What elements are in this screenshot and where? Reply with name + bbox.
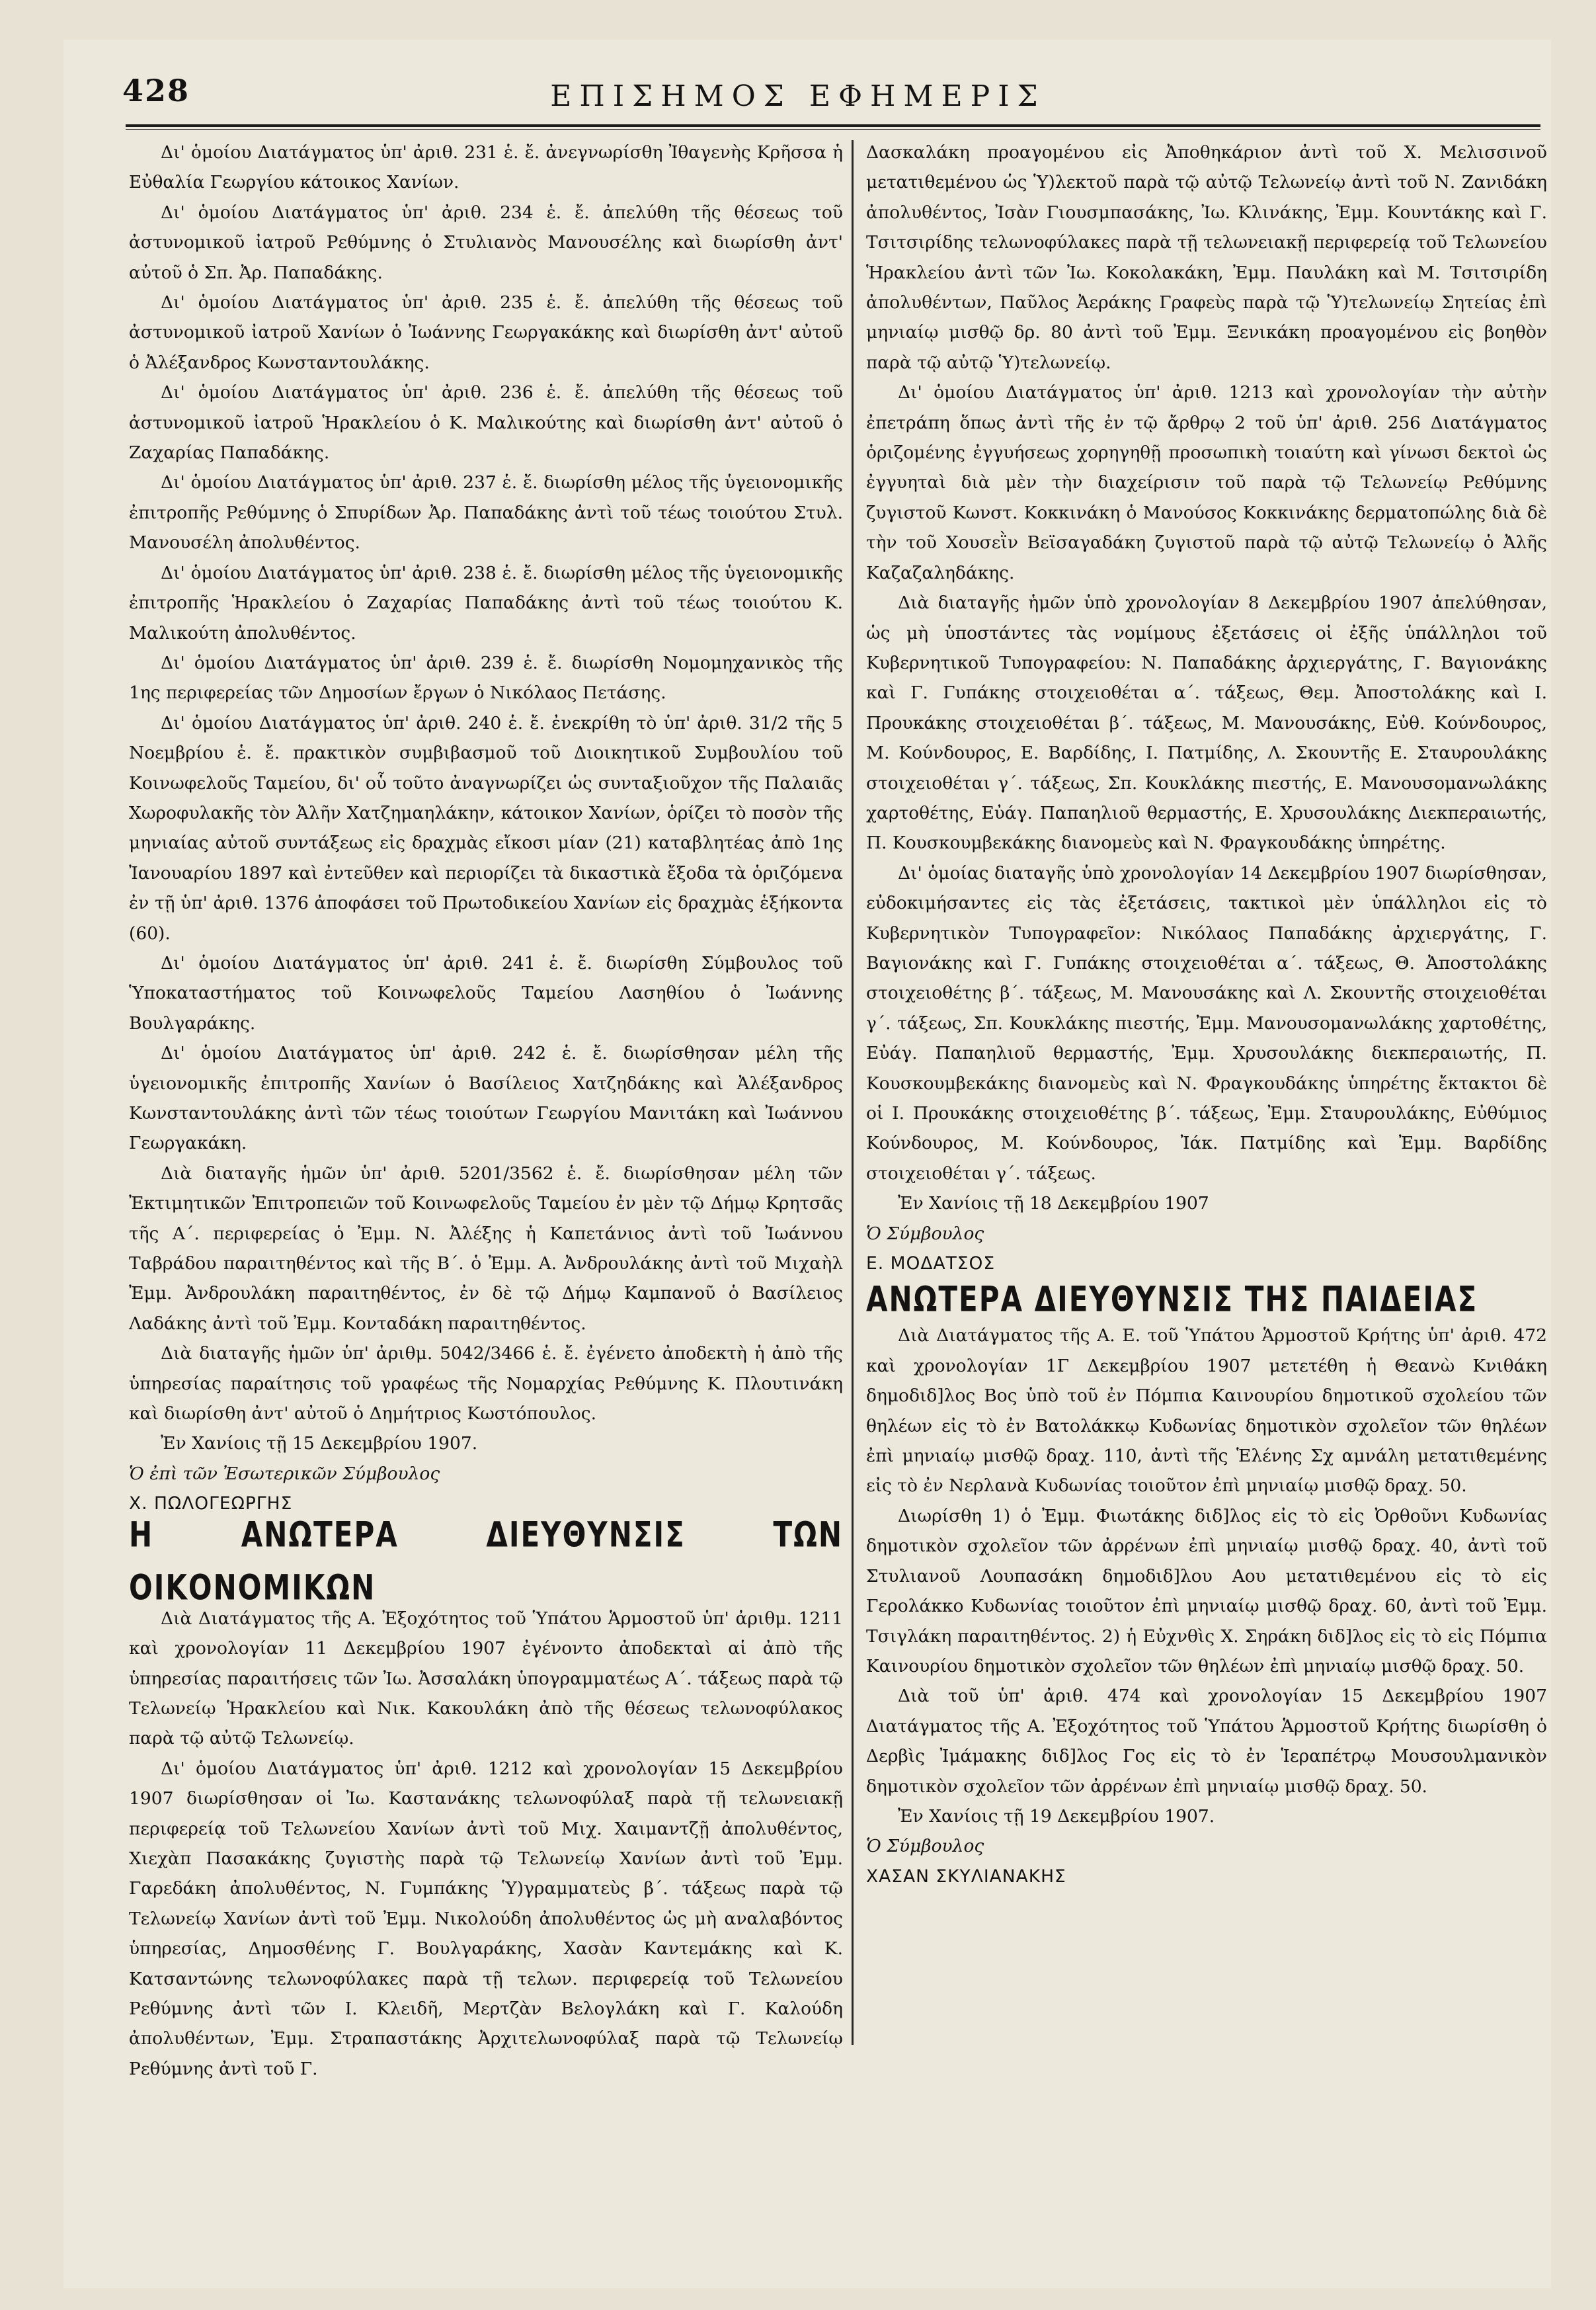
signature-name: Χ. ΠΩΛΟΓΕΩΡΓΗΣ: [129, 1493, 293, 1514]
signature-name: Ε. ΜΟΔΑΤΣΟΣ: [866, 1253, 996, 1274]
paragraph: Δι' ὁμοίου Διατάγματος ὑπ' ἀριθ. 1212 καὶ χρονολογίαν 15 Δεκεμβρίου 1907 διωρίσθησαν οἱ Ἰω. Καστανάκης τελωνοφύλαξ παρὰ τῇ τελωνειακῇ περιφερείᾳ τοῦ Τελωνείου Χανίων ἀντὶ τοῦ Μιχ. Χαιμαντζῇ ἀπολυθέντος, Χιεχὰπ Πασακάκης ζυγιστὴς παρὰ τῷ Τελωνείῳ Χανίων ἀντὶ τοῦ Ἐμμ. Γαρεδάκη ἀπολυθέντος, Ν. Γυμπάκης Ὑ)γραμματεὺς β΄. τάξεως παρὰ τῷ Τελωνείῳ Χανίων ἀντὶ τοῦ Ἐμμ. Νικολούδη ἀπολυθέντος ὡς μὴ αναλαβόντος ὑπηρεσίας, Δημοσθένης Γ. Βουλγαράκης, Χασὰν Καντεμάκης καὶ Κ. Κατσαντώνης τελωνοφύλακες παρὰ τῇ τελων. περιφερείᾳ τοῦ Τελωνείου Ρεθύμνης ἀντὶ τῶν Ι. Κλειδῆ, Μερτζὰν Βελογλάκη καὶ Γ. Καλούδη ἀπολυθέντων, Ἐμμ. Στραπαστάκης Ἀρχιτελωνοφύλαξ παρὰ τῷ Τελωνείῳ Ρεθύμνης ἀντὶ τοῦ Γ.: [129, 1758, 843, 2079]
signature-role: Ὁ ἐπὶ τῶν Ἐσωτερικῶν Σύμβουλος: [129, 1463, 440, 1484]
paragraph: Δι' ὁμοίου Διατάγματος ὑπ' ἀριθ. 242 ἑ. ἔ. διωρίσθησαν μέλη τῆς ὑγειονομικῆς ἐπιτροπῆς Χανίων ὁ Βασίλειος Χατζηδάκης καὶ Ἀλέξανδρος Κωνσταντουλάκης ἀντὶ τῶν τέως τοιούτων Γεωργίου Μανιτάκη καὶ Ἰωάννου Γεωργακάκη.: [129, 1043, 843, 1154]
paragraph: Δασκαλάκη προαγομένου εἰς Ἀποθηκάριον ἀντὶ τοῦ Χ. Μελισσινοῦ μετατιθεμένου ὡς Ὑ)λεκτοῦ παρὰ τῷ αὐτῷ Τελωνείῳ ἀντὶ τοῦ Ν. Ζανιδάκη ἀπολυθέντος, Ἰσὰν Γιουσμπασάκης, Ἰω. Κλινάκης, Ἐμμ. Κουντάκης καὶ Γ. Τσιτσιρίδης τελωνοφύλακες παρὰ τῇ τελωνειακῇ περιφερείᾳ τοῦ Τελωνείου Ἡρακλείου ἀντὶ τῶν Ἰω. Κοκολακάκη, Ἐμμ. Παυλάκη καὶ Μ. Τσιτσιρίδη ἀπολυθέντων, Παῦλος Ἀεράκης Γραφεὺς παρὰ τῷ Ὑ)τελωνείῳ Σητείας ἐπὶ μηνιαίῳ μισθῷ δρ. 80 ἀντὶ τοῦ Ἐμμ. Ξενικάκη προαγομένου εἰς βοηθὸν παρὰ τῷ αὐτῷ Ὑ)τελωνείῳ.: [866, 142, 1547, 373]
paragraph: Διὰ διαταγῆς ἡμῶν ὑπ' ἀριθ. 5201/3562 ἑ. ἔ. διωρίσθησαν μέλη τῶν Ἐκτιμητικῶν Ἐπιτροπειῶν τοῦ Κοινωφελοῦς Ταμείου ἐν μὲν τῷ Δήμῳ Κρητσᾶς τῆς Α΄. περιφερείας ὁ Ἐμμ. Ν. Ἀλέξης ἡ Καπετάνιος ἀντὶ τοῦ Ἰωάννου Ταβράδου παραιτηθέντος καὶ τῆς Β΄. ὁ Ἐμμ. Α. Ἀνδρουλάκης ἀντὶ τοῦ Μιχαὴλ Ἐμμ. Ἀνδρουλάκη παραιτηθέντος, ἐν δὲ τῷ Δήμῳ Καμπανοῦ ὁ Βασίλειος Λαδάκης ἀντὶ τοῦ Ἐμμ. Κονταδάκη παραιτηθέντος.: [129, 1163, 843, 1334]
paragraph: Διὰ διαταγῆς ἡμῶν ὑπὸ χρονολογίαν 8 Δεκεμβρίου 1907 ἀπελύθησαν, ὡς μὴ ὑποστάντες τὰς νομίμους ἐξετάσεις οἱ ἐξῆς ὑπάλληλοι τοῦ Κυβερνητικοῦ Τυπογραφείου: Ν. Παπαδάκης ἀρχιεργάτης, Γ. Βαγιονάκης καὶ Γ. Γυπάκης στοιχειοθέται α΄. τάξεως, Θεμ. Ἀποστολάκης καὶ Ι. Προυκάκης στοιχειοθέται β΄. τάξεως, Μ. Μανουσάκης, Εὐθ. Κούνδουρος, Μ. Κούνδουρος, Ε. Βαρδίδης, Ι. Πατμίδης, Λ. Σκουντῆς Ε. Σταυρουλάκης στοιχειοθέται γ΄. τάξεως, Σπ. Κουκλάκης πιεστής, Ε. Μανουσομανωλάκης χαρτοθέτης, Εὐάγ. Παπαηλιοῦ θερμαστής, Ε. Χρυσουλάκης Διεκπεραιωτής, Π. Κουσκουμβεκάκης διανομεὺς καὶ Ν. Φραγκουδάκης ὑπηρέτης.: [866, 593, 1547, 854]
signature-name: ΧΑΣΑΝ ΣΚΥΛΙΑΝΑΚΗΣ: [866, 1866, 1066, 1887]
paragraph: Δι' ὁμοίου Διατάγματος ὑπ' ἀριθ. 234 ἑ. ἔ. ἀπελύθη τῆς θέσεως τοῦ ἀστυνομικοῦ ἰατροῦ Ρεθύμνης ὁ Στυλιανὸς Μανουσέλης καὶ διωρίσθη ἀντ' αὐτοῦ ὁ Σπ. Ἀρ. Παπαδάκης.: [129, 202, 843, 283]
paragraph: Δι' ὁμοίου Διατάγματος ὑπ' ἀριθ. 237 ἑ. ἔ. διωρίσθη μέλος τῆς ὑγειονομικῆς ἐπιτροπῆς Ρεθύμνης ὁ Σπυρίδων Ἀρ. Παπαδάκης ἀντὶ τοῦ τέως τοιούτου Στυλ. Μανουσέλη ἀπολυθέντος.: [129, 472, 843, 554]
paragraph: Διὰ Διατάγματος τῆς Α. Ε. τοῦ Ὑπάτου Ἁρμοστοῦ Κρήτης ὑπ' ἀριθ. 472 καὶ χρονολογίαν 1Γ Δεκεμβρίου 1907 μετετέθη ἡ Θεανὼ Κνιθάκη δημοδιδ]λος Βος ὑπὸ τοῦ ἐν Πόμπια Καινουρίου δημοτικοῦ σχολείου τῶν θηλέων εἰς τὸ ἐν Βατολάκκῳ Κυδωνίας δημοτικὸν σχολεῖον τῶν θηλέων ἐπὶ μηνιαίῳ μισθῷ δραχ. 110, ἀντὶ τῆς Ἑλένης Σχ αμνάλη μετατιθεμένης εἰς τὸ ἐν Νερλανὰ Κυδωνίας τοιοῦτον ἐπὶ μηνιαίῳ μισθῷ δραχ. 50.: [866, 1325, 1547, 1497]
column-divider: [852, 140, 854, 2045]
section-heading: ΑΝΩΤΕΡΑ ΔΙΕΥΘΥΝΣΙΣ ΤΗΣ ΠΑΙΔΕΙΑΣ: [866, 1279, 1478, 1320]
section-heading: Η ΑΝΩΤΕΡΑ ΔΙΕΥΘΥΝΣΙΣ ΤΩΝ ΟΙΚΟΝΟΜΙΚΩΝ: [129, 1514, 843, 1608]
signature-block: [866, 1831, 1547, 1891]
signature-role: Ὁ Σύμβουλος: [866, 1223, 984, 1244]
paragraph: Δι' ὁμοίου Διατάγματος ὑπ' ἀριθ. 1213 καὶ χρονολογίαν τὴν αὐτὴν ἐπετράπη ὅπως ἀντὶ τῆς ἐν τῷ ἄρθρῳ 2 τοῦ ὑπ' ἀριθ. 256 Διατάγματος ὁριζομένης ἐγγυήσεως χορηγηθῇ προσωπικὴ τοιαύτη καὶ γίνωσι δεκτοὶ ὡς ἐγγυηταὶ διὰ μὲν τὴν διαχείρισιν τοῦ παρὰ τῷ Τελωνείῳ Ρεθύμνης ζυγιστοῦ Κωνστ. Κοκκινάκη ὁ Μανούσος Κοκκινάκης δερματοπώλης διὰ δὲ τὴν τοῦ Χουσεῒν Βεϊσαγαδάκη ζυγιστοῦ παρὰ τῷ αὐτῷ Τελωνείῳ ὁ Ἀλῆς Καζαζαληδάκης.: [866, 382, 1547, 583]
signature-role: Ὁ Σύμβουλος: [866, 1836, 984, 1857]
page-number: 428: [122, 73, 190, 108]
date-line: Ἐν Χανίοις τῇ 15 Δεκεμβρίου 1907.: [161, 1433, 478, 1454]
date-line: Ἐν Χανίοις τῇ 18 Δεκεμβρίου 1907: [898, 1193, 1209, 1214]
paragraph: Δι' ὁμοίου Διατάγματος ὑπ' ἀριθ. 238 ἑ. ἔ. διωρίσθη μέλος τῆς ὑγειονομικῆς ἐπιτροπῆς Ἡρακλείου ὁ Ζαχαρίας Παπαδάκης ἀντὶ τοῦ τέως τοιούτου Κ. Μαλικούτη ἀπολυθέντος.: [129, 562, 843, 643]
date-line: Ἐν Χανίοις τῇ 19 Δεκεμβρίου 1907.: [898, 1805, 1215, 1827]
paragraph: Διὰ τοῦ ὑπ' ἀριθ. 474 καὶ χρονολογίαν 15 Δεκεμβρίου 1907 Διατάγματος τῆς Α. Ἐξοχότητος τοῦ Ὑπάτου Ἁρμοστοῦ Κρήτης διωρίσθη ὁ Δερβὶς Ἰμάμακης διδ]λος Γος εἰς τὸ ἐν Ἱεραπέτρῳ Μουσουλμανικὸν δημοτικὸν σχολεῖον τῶν ἀρρένων ἐπὶ μηνιαίῳ μισθῷ δραχ. 50.: [866, 1686, 1547, 1797]
signature-block: [866, 1219, 1547, 1279]
paragraph: Δι' ὁμοίου Διατάγματος ὑπ' ἀριθ. 240 ἑ. ἔ. ἐνεκρίθη τὸ ὑπ' ἀριθ. 31/2 τῆς 5 Νοεμβρίου ἑ. ἔ. πρακτικὸν συμβιβασμοῦ τοῦ Διοικητικοῦ Συμβουλίου τοῦ Κοινωφελοῦς Ταμείου, δι' οὗ τοῦτο ἀναγνωρίζει ὡς συνταξιοῦχον τῆς Παλαιᾶς Χωροφυλακῆς τὸν Ἀλῆν Χατζημαηλάκην, κάτοικον Χανίων, ὁρίζει τὸ ποσὸν τῆς μηνιαίας αὐτοῦ συντάξεως εἰς δραχμὰς εἴκοσι μίαν (21) καταβλητέας ἀπὸ 1ης Ἰανουαρίου 1897 καὶ ἐντεῦθεν καὶ περιορίζει τὰ δικαστικὰ ἔξοδα τὰ ὁριζόμενα ἐν τῇ ὑπ' ἀριθ. 1376 ἀποφάσει τοῦ Πρωτοδικείου Χανίων εἰς δραχμὰς ἑξήκοντα (60).: [129, 712, 843, 944]
paragraph: Διωρίσθη 1) ὁ Ἐμμ. Φιωτάκης διδ]λος εἰς τὸ εἰς Ὀρθοῦνι Κυδωνίας δημοτικὸν σχολεῖον τῶν ἀρρένων ἐπὶ μηνιαίῳ μισθῷ δραχ. 40, ἀντὶ τοῦ Στυλιανοῦ Λουπασάκη δημοδιδ]λου Αου μετατιθεμένου εἰς τὸ εἰς Γερολάκκο Κυδωνίας τοιοῦτον ἐπὶ μηνιαίῳ μισθῷ δραχ. 60, ἀντὶ τοῦ Ἐμμ. Τσιγλάκη παραιτηθέντος. 2) ἡ Εὐχνθὶς Χ. Σηράκη διδ]λος εἰς τὸ εἰς Πόμπια Καινουρίου δημοτικὸν σχολεῖον τῶν θηλέων ἐπὶ μηνιαίῳ μισθῷ δραχ. 50.: [866, 1505, 1547, 1676]
paragraph: Δι' ὁμοίου Διατάγματος ὑπ' ἀριθ. 239 ἑ. ἔ. διωρίσθη Νομομηχανικὸς τῆς 1ης περιφερείας τῶν Δημοσίων ἔργων ὁ Νικόλαος Πετάσης.: [129, 652, 843, 704]
masthead-title: ΕΠΙΣΗΜΟΣ ΕΦΗΜΕΡΙΣ: [550, 79, 1046, 113]
paragraph: Δι' ὁμοίου Διατάγματος ὑπ' ἀριθ. 236 ἑ. ἔ. ἀπελύθη τῆς θέσεως τοῦ ἀστυνομικοῦ ἰατροῦ Ἡρακλείου ὁ Κ. Μαλικούτης καὶ διωρίσθη ἀντ' αὐτοῦ ὁ Ζαχαρίας Παπαδάκης.: [129, 382, 843, 464]
paragraph: Διὰ διαταγῆς ἡμῶν ὑπ' ἀριθμ. 5042/3466 ἑ. ἔ. ἐγένετο ἀποδεκτὴ ἡ ἀπὸ τῆς ὑπηρεσίας παραίτησις τοῦ γραφέως τῆς Νομαρχίας Ρεθύμνης Κ. Πλουτινάκη καὶ διωρίσθη ἀντ' αὐτοῦ ὁ Δημήτριος Κωστόπουλος.: [129, 1343, 843, 1424]
left-column: [129, 138, 843, 2084]
paragraph: Διὰ Διατάγματος τῆς Α. Ἐξοχότητος τοῦ Ὑπάτου Ἁρμοστοῦ ὑπ' ἀριθμ. 1211 καὶ χρονολογίαν 11 Δεκεμβρίου 1907 ἐγένοντο ἀποδεκταὶ αἱ ἀπὸ τῆς ὑπηρεσίας παραιτήσεις τῶν Ἰω. Ἀσσαλάκη ὑπογραμματέως Α΄. τάξεως παρὰ τῷ Τελωνείῳ Ἡρακλείου καὶ Νικ. Κακουλάκη ἀπὸ τῆς θέσεως τελωνοφύλακος παρὰ τῷ αὐτῷ Τελωνείῳ.: [129, 1608, 843, 1749]
paragraph: Δι' ὁμοίου Διατάγματος ὑπ' ἀριθ. 231 ἑ. ἔ. ἀνεγνωρίσθη Ἰθαγενὴς Κρῆσσα ἡ Εὐθαλία Γεωργίου κάτοικος Χανίων.: [129, 142, 843, 193]
right-column: [866, 138, 1547, 1891]
header-rule: [126, 124, 1540, 130]
paragraph: Δι' ὁμοίας διαταγῆς ὑπὸ χρονολογίαν 14 Δεκεμβρίου 1907 διωρίσθησαν, εὐδοκιμήσαντες εἰς τὰς ἐξετάσεις, τακτικοὶ μὲν ὑπάλληλοι εἰς τὸ Κυβερνητικὸν Τυπογραφεῖον: Νικόλαος Παπαδάκης ἀρχιεργάτης, Γ. Βαγιονάκης καὶ Γ. Γυπάκης στοιχειοθέται α΄. τάξεως, Θ. Ἀποστολάκης στοιχειοθέτης β΄. τάξεως, Μ. Μανουσάκης καὶ Λ. Σκουντῆς στοιχειοθέται γ΄. τάξεως, Σπ. Κουκλάκης πιεστής, Ἐμμ. Μανουσομανωλάκης χαρτοθέτης, Εὐάγ. Παπαηλιοῦ θερμαστής, Ἐμμ. Χρυσουλάκης διεκπεραιωτής, Π. Κουσκουμβεκάκης διανομεὺς καὶ Ν. Φραγκουδάκης ὑπηρέτης ἔκτακτοι δὲ οἱ Ι. Προυκάκης στοιχειοθέτης β΄. τάξεως, Ἐμμ. Σταυρουλάκης, Εὐθύμιος Κούνδουρος, Μ. Κούνδουρος, Ἰάκ. Πατμίδης καὶ Ἐμμ. Βαρδίδης στοιχειοθέται γ΄. τάξεως.: [866, 862, 1547, 1184]
paragraph: Δι' ὁμοίου Διατάγματος ὑπ' ἀριθ. 241 ἑ. ἔ. διωρίσθη Σύμβουλος τοῦ Ὑποκαταστήματος τοῦ Κοινωφελοῦς Ταμείου Λασηθίου ὁ Ἰωάννης Βουλγαράκης.: [129, 952, 843, 1034]
paragraph: Δι' ὁμοίου Διατάγματος ὑπ' ἀριθ. 235 ἑ. ἔ. ἀπελύθη τῆς θέσεως τοῦ ἀστυνομικοῦ ἰατροῦ Χανίων ὁ Ἰωάννης Γεωργακάκης καὶ διωρίσθη ἀντ' αὐτοῦ ὁ Ἀλέξανδρος Κωνσταντουλάκης.: [129, 292, 843, 373]
